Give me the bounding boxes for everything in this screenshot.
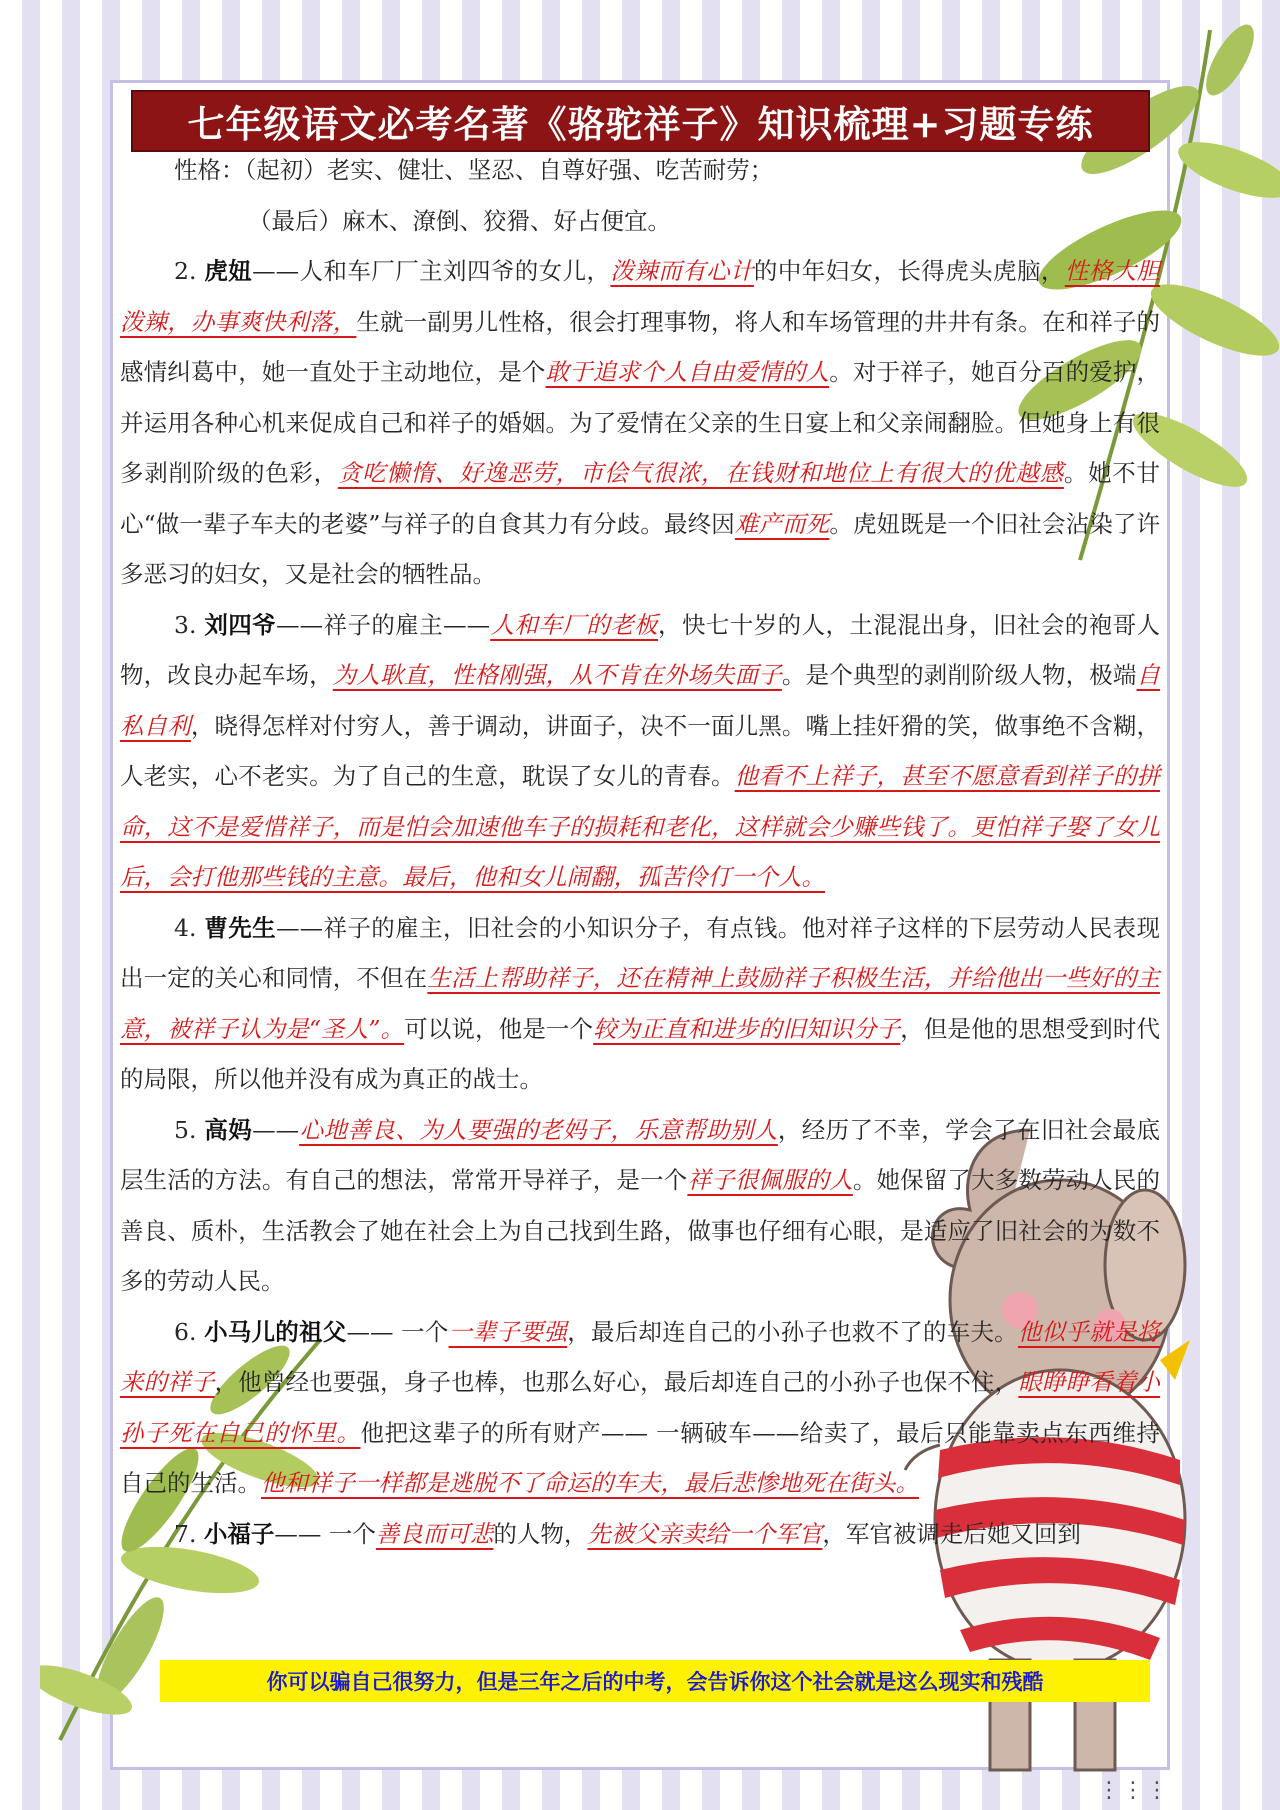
highlight-text: 他似乎就是将来的祥子: [120, 1317, 1161, 1396]
highlight-text: 性格大胆泼辣，办事爽快利落，: [120, 257, 1161, 336]
highlight-text: 泼辣而有心计: [610, 257, 754, 285]
highlight-text: 较为正直和进步的旧知识分子: [593, 1014, 901, 1043]
highlight-text: 先被父亲卖给一个军官: [587, 1519, 823, 1548]
character-name: 小马儿的祖父: [204, 1317, 347, 1346]
highlight-text: 他看不上祥子，甚至不愿意看到祥子的拼命，这不是爱惜祥子，而是怕会加速他车子的损耗和老化，这样就会少赚些钱了。更怕祥子娶了女儿后，会打他那些钱的主意。最后，他和女儿闹翻，孤苦伶仃一个人。: [120, 762, 1161, 891]
personality-later: （最后）麻木、潦倒、狡猾、好占便宜。: [248, 206, 671, 235]
highlight-text: 敢于追求个人自由爱情的人: [545, 358, 830, 386]
character-name: 曹先生: [204, 913, 277, 942]
paragraph-personality-later: [120, 196, 1160, 247]
character-name: 高妈: [204, 1115, 253, 1144]
paragraph-personality: [120, 145, 1160, 196]
motivational-banner: 你可以骗自己很努力，但是三年之后的中考，会告诉你这个社会就是这么现实和残酷: [160, 1660, 1150, 1702]
highlight-text: 善良而可悲: [375, 1519, 494, 1548]
document-title: 七年级语文必考名著《骆驼祥子》知识梳理+习题专练: [133, 92, 1148, 150]
character-name: 虎妞: [204, 257, 253, 285]
highlight-text: 生活上帮助祥子，还在精神上鼓励祥子积极生活，并给他出一些好的主意，被祥子认为是“圣人”。: [120, 964, 1161, 1043]
paragraph-caoxiansheng: 4. 曹先生——祥子的雇主，旧社会的小知识分子，有点钱。他对祥子这样的下层劳动人民表现出一定的关心和同情，不但在生活上帮助祥子，还在精神上鼓励祥子积极生活，并给他出一些好的主意，被祥子认为是“圣人”。可以说，他是一个较为正直和进步的旧知识分子，但是他的思想受到时代的局限，所以他并没有成为真正的战士。: [120, 913, 1161, 1093]
paragraph-xiaofuzi: 7. 小福子—— 一个善良而可悲的人物，先被父亲卖给一个军官，军官被调走后她又回到: [174, 1519, 1081, 1548]
watermark-icon: ⋮⋮⋮: [1098, 1778, 1170, 1803]
paragraph-gaoma: 5. 高妈——心地善良、为人要强的老妈子，乐意帮助别人，经历了不幸，学会了在旧社会最底层生活的方法。有自己的想法，常常开导祥子，是一个祥子很佩服的人。她保留了大多数劳动人民的善良、质朴，生活教会了她在社会上为自己找到生路，做事也仔细有心眼，是适应了旧社会的为数不多的劳动人民。: [120, 1115, 1161, 1295]
highlight-text: 他和祥子一样都是逃脱不了命运的车夫，最后悲惨地死在街头。: [261, 1469, 919, 1497]
highlight-text: 祥子很佩服的人: [687, 1166, 853, 1194]
highlight-text: 眼睁睁看着小孙子死在自己的怀里。: [120, 1368, 1161, 1447]
personality-label: 性格：: [174, 156, 245, 184]
highlight-text: 一辈子要强: [448, 1317, 568, 1346]
paragraph-xiaomaer-grandfather: 6. 小马儿的祖父—— 一个一辈子要强，最后却连自己的小孙子也救不了的车夫。他似乎就是将来的祥子，他曾经也要强，身子也棒，也那么好心，最后却连自己的小孙子也保不住，眼睁睁看着小孙子死在自己的怀里。他把这辈子的所有财产—— 一辆破车——给卖了，最后只能靠卖点东西维持自己的生活。他和祥子一样都是逃脱不了命运的车夫，最后悲惨地死在街头。: [120, 1317, 1161, 1497]
document-body: [120, 145, 1160, 1559]
highlight-text: 自私自利: [120, 661, 1161, 740]
character-name: 小福子: [203, 1519, 275, 1548]
highlight-text: 心地善良、为人要强的老妈子，乐意帮助别人: [299, 1115, 778, 1144]
paragraph-liusiye: 3. 刘四爷——祥子的雇主——人和车厂的老板，快七十岁的人，土混混出身，旧社会的袍哥人物，改良办起车场，为人耿直，性格刚强，从不肯在外场失面子。是个典型的剥削阶级人物，极端自私自利，晓得怎样对付穷人，善于调动，讲面子，决不一面儿黑。嘴上挂奸猾的笑，做事绝不含糊，人老实，心不老实。为了自己的生意，耽误了女儿的青春。他看不上祥子，甚至不愿意看到祥子的拼命，这不是爱惜祥子，而是怕会加速他车子的损耗和老化，这样就会少赚些钱了。更怕祥子娶了女儿后，会打他那些钱的主意。最后，他和女儿闹翻，孤苦伶仃一个人。: [120, 610, 1161, 891]
personality-initial: （起初）老实、健壮、坚忍、自尊好强、吃苦耐劳；: [244, 156, 774, 184]
highlight-text: 贪吃懒惰、好逸恶劳，市侩气很浓，在钱财和地位上有很大的优越感: [337, 459, 1064, 487]
character-name: 刘四爷: [204, 610, 277, 639]
highlight-text: 人和车厂的老板: [490, 610, 659, 639]
highlight-text: 为人耿直，性格刚强，从不肯在外场失面子: [332, 661, 782, 689]
highlight-text: 难产而死: [734, 509, 830, 538]
paragraph-huniu: 2. 虎妞——人和车厂厂主刘四爷的女儿，泼辣而有心计的中年妇女，长得虎头虎脑，性格大胆泼辣，办事爽快利落，生就一副男儿性格，很会打理事物，将人和车场管理的井井有条。在和祥子的感情纠葛中，她一直处于主动地位，是个敢于追求个人自由爱情的人。对于祥子，她百分百的爱护，并运用各种心机来促成自己和祥子的婚姻。为了爱情在父亲的生日宴上和父亲闹翻脸。但她身上有很多剥削阶级的色彩，贪吃懒惰、好逸恶劳，市侩气很浓，在钱财和地位上有很大的优越感。她不甘心“做一辈子车夫的老婆”与祥子的自食其力有分歧。最终因难产而死。虎妞既是一个旧社会沾染了许多恶习的妇女，又是社会的牺牲品。: [120, 257, 1161, 588]
